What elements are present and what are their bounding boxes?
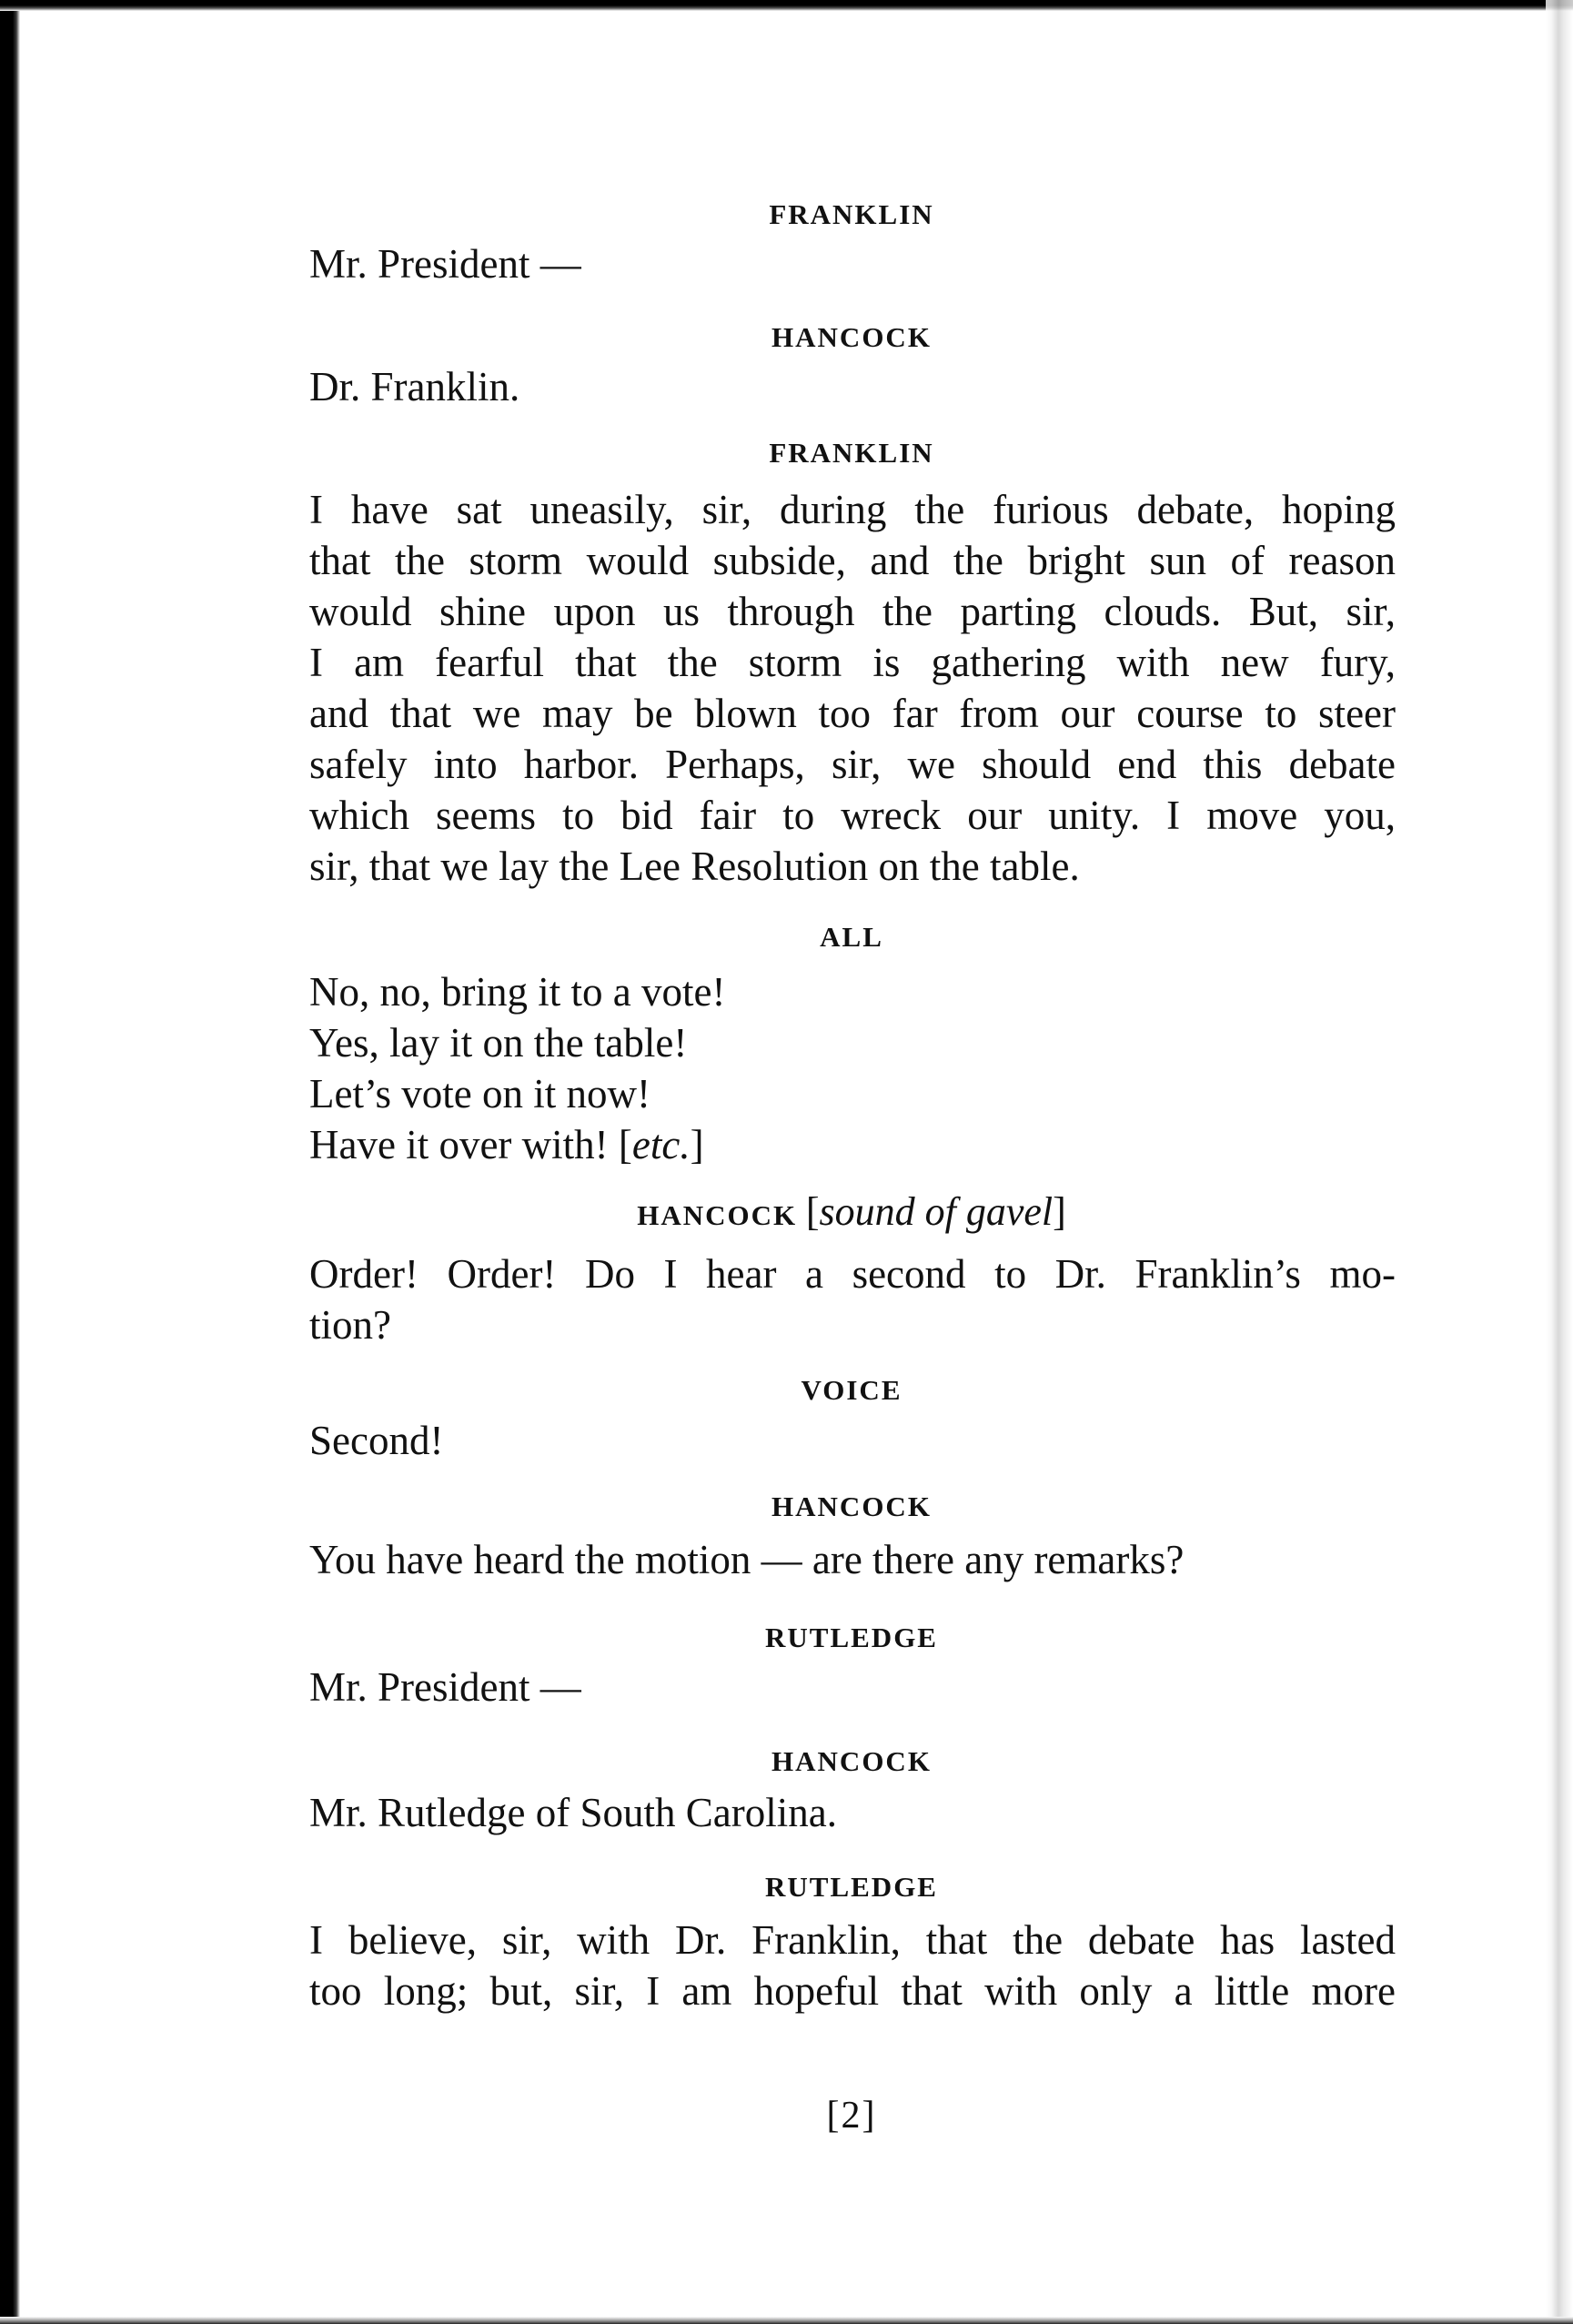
page-number: [2] bbox=[826, 2095, 877, 2137]
speaker-name: FRANKLIN bbox=[769, 437, 934, 469]
dialogue-paragraph bbox=[309, 1248, 1396, 1350]
dialogue-line: Mr. Rutledge of South Carolina. bbox=[309, 1790, 837, 1835]
speaker-name: ALL bbox=[820, 921, 883, 953]
dialogue-line: Yes, lay it on the table! bbox=[309, 1020, 688, 1066]
dialogue-line: No, no, bring it to a vote! bbox=[309, 969, 726, 1015]
dialogue-line: sir, that we lay the Lee Resolution on the table. bbox=[309, 844, 1080, 889]
speaker-name: HANCOCK bbox=[771, 321, 932, 353]
dialogue-line: I am fearful that the storm is gathering with new fury, bbox=[309, 640, 1396, 685]
dialogue-line: Second! bbox=[309, 1418, 444, 1463]
dialogue-line: I believe, sir, with Dr. Franklin, that the debate has lasted bbox=[309, 1917, 1396, 1963]
dialogue-paragraph bbox=[309, 484, 1396, 892]
speaker-name: FRANKLIN bbox=[769, 198, 934, 230]
speaker-name: HANCOCK bbox=[771, 1745, 932, 1777]
speaker-name: VOICE bbox=[801, 1374, 902, 1406]
dialogue-line: safely into harbor. Perhaps, sir, we should end this debate bbox=[309, 742, 1396, 787]
dialogue-line: would shine upon us through the parting clouds. But, sir, bbox=[309, 589, 1396, 634]
dialogue-line: You have heard the motion — are there any remarks? bbox=[309, 1537, 1185, 1582]
stage-direction: sound of gavel bbox=[819, 1189, 1054, 1234]
dialogue-line: Mr. President — bbox=[309, 241, 581, 287]
speaker-name: HANCOCK bbox=[637, 1199, 798, 1231]
speaker-name: HANCOCK bbox=[771, 1490, 932, 1522]
dialogue-text: Have it over with! bbox=[309, 1122, 609, 1167]
dialogue-line: Dr. Franklin. bbox=[309, 364, 520, 409]
dialogue-line: too long; but, sir, I am hopeful that with only a little more bbox=[309, 1968, 1396, 2014]
speaker-heading: HANCOCK [sound of gavel] bbox=[637, 1189, 1066, 1234]
stage-direction: etc. bbox=[631, 1122, 691, 1167]
dialogue-line: Let’s vote on it now! bbox=[309, 1071, 650, 1117]
dialogue-line: Order! Order! Do I hear a second to Dr. Franklin’s mo- bbox=[309, 1251, 1396, 1297]
dialogue-line: which seems to bid fair to wreck our unity. I move you, bbox=[309, 793, 1396, 838]
dialogue-line: that the storm would subside, and the bright sun of reason bbox=[309, 538, 1396, 583]
dialogue-line: Have it over with! [etc.] bbox=[309, 1122, 704, 1167]
dialogue-line: and that we may be blown too far from our course to steer bbox=[309, 691, 1396, 736]
speaker-name: RUTLEDGE bbox=[765, 1871, 938, 1903]
dialogue-line: tion? bbox=[309, 1302, 391, 1348]
dialogue-line: I have sat uneasily, sir, during the furious debate, hoping bbox=[309, 487, 1396, 532]
speaker-name: RUTLEDGE bbox=[765, 1622, 938, 1653]
dialogue-line: Mr. President — bbox=[309, 1664, 581, 1710]
dialogue-paragraph bbox=[309, 1915, 1396, 2016]
